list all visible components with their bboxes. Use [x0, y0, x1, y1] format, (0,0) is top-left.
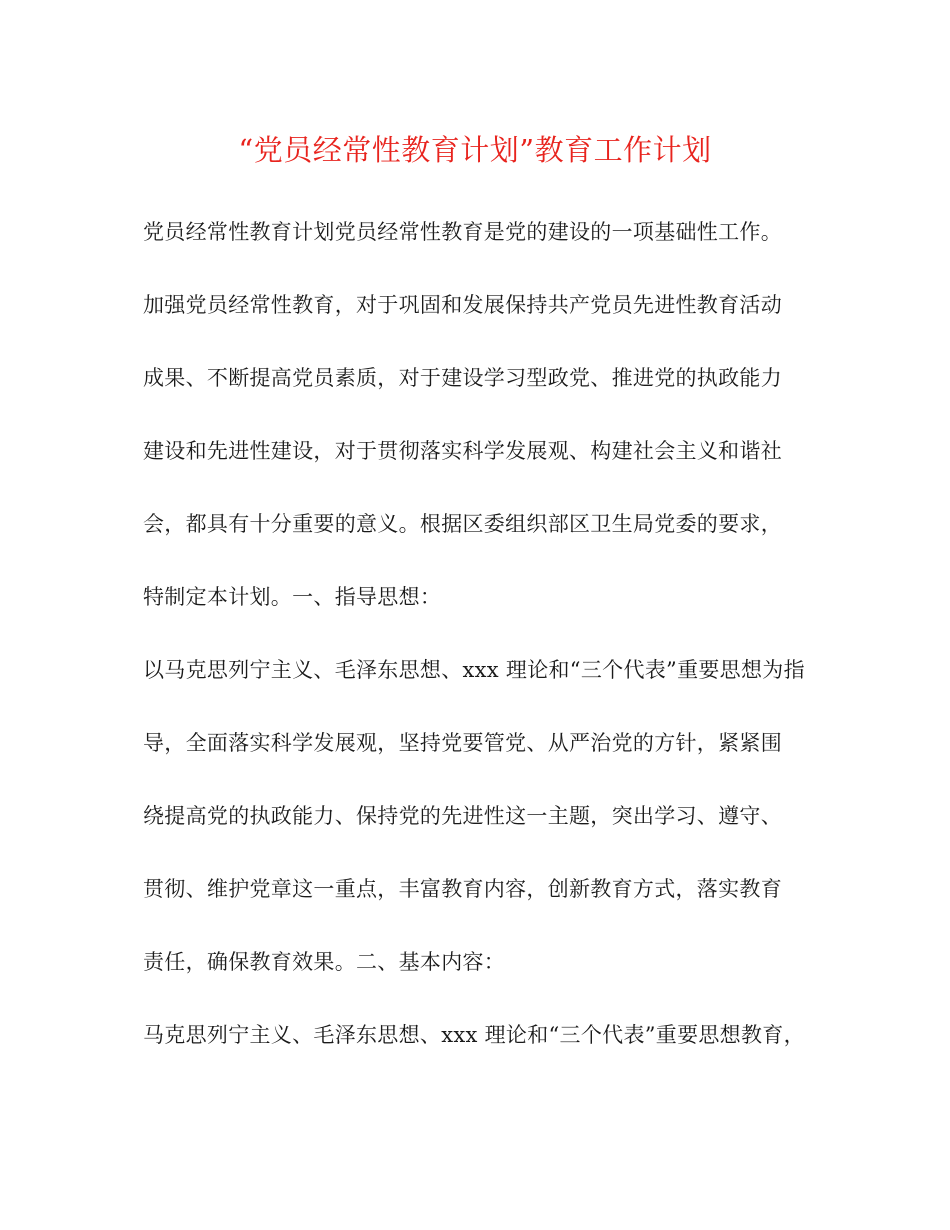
paragraph-line: 责任，确保教育效果。二、基本内容： [143, 950, 506, 974]
paragraph-line: 绕提高党的执政能力、保持党的先进性这一主题，突出学习、遵守、 [143, 804, 782, 828]
paragraph-line: 马克思列宁主义、毛泽东思想、xxx 理论和“三个代表”重要思想教育， [143, 1023, 805, 1047]
paragraph-line: 特制定本计划。一、指导思想： [143, 585, 442, 609]
paragraph-line: 成果、不断提高党员素质，对于建设学习型政党、推进党的执政能力 [143, 366, 782, 390]
paragraph-line: 以马克思列宁主义、毛泽东思想、xxx 理论和“三个代表”重要思想为指 [143, 658, 805, 682]
paragraph-line: 会，都具有十分重要的意义。根据区委组织部区卫生局党委的要求， [143, 512, 782, 536]
paragraph-line: 建设和先进性建设，对于贯彻落实科学发展观、构建社会主义和谐社 [143, 439, 782, 463]
document-title: “党员经常性教育计划”教育工作计划 [238, 133, 712, 167]
paragraph-line: 加强党员经常性教育，对于巩固和发展保持共产党员先进性教育活动 [143, 293, 782, 317]
paragraph-line: 党员经常性教育计划党员经常性教育是党的建设的一项基础性工作。 [143, 220, 782, 244]
paragraph-line: 贯彻、维护党章这一重点，丰富教育内容，创新教育方式，落实教育 [143, 877, 782, 901]
paragraph-line: 导，全面落实科学发展观，坚持党要管党、从严治党的方针，紧紧围 [143, 731, 782, 755]
